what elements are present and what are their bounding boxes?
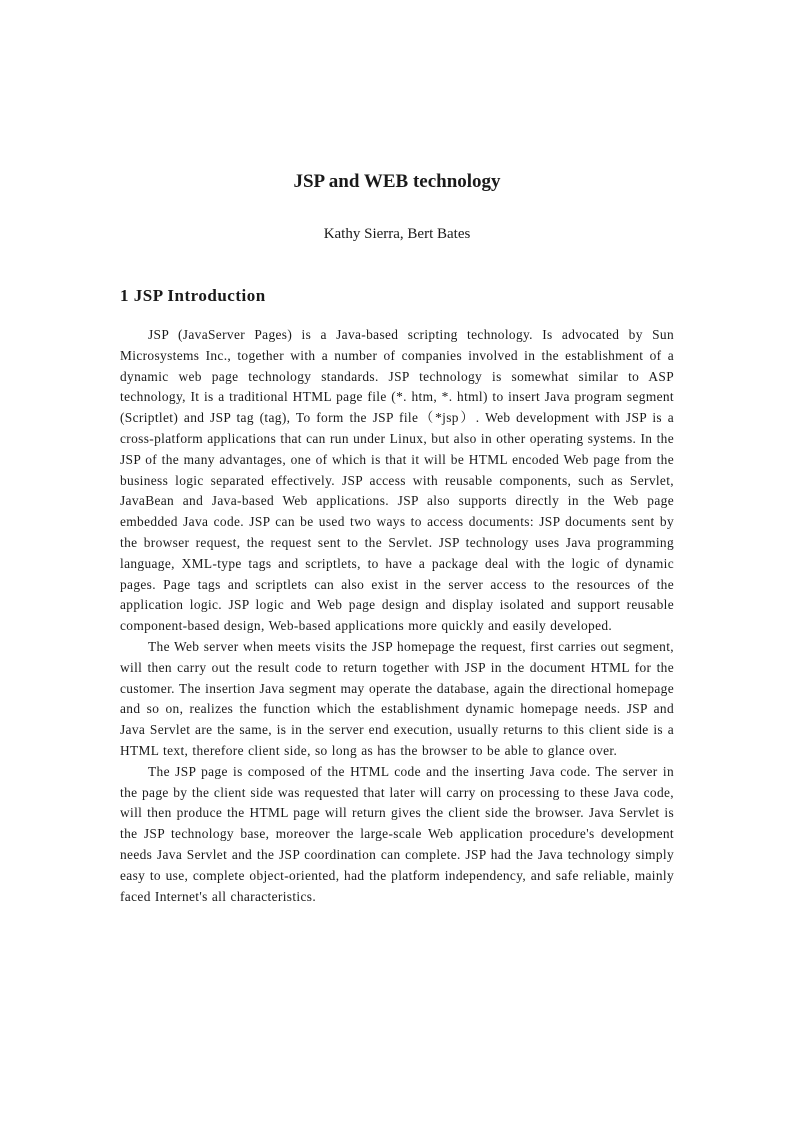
paper-authors: Kathy Sierra, Bert Bates xyxy=(323,226,471,242)
body-paragraph: The JSP page is composed of the HTML code and the inserting Java code. The server in the page by the client side was requested that later will carry on processing to these Java code, will then produce the HTML page will return gives the client side the browser. Java Servlet is the JSP technology base, moreover the large-scale Web application procedure's development needs Java Servlet and the JSP coordination can complete. JSP had the Java technology simply easy to use, complete object-oriented, had the platform independency, and safe reliable, mainly faced Internet's all characteristics. xyxy=(120,763,674,904)
section-heading: 1 JSP Introduction xyxy=(120,286,266,305)
body-paragraph: The Web server when meets visits the JSP homepage the request, first carries out segment, will then carry out the result code to return together with JSP in the document HTML for the customer. The insertion Java segment may operate the database, again the directional homepage and so on, realizes the function which the establishment dynamic homepage needs. JSP and Java Servlet are the same, is in the server end execution, usually returns to this client side is a HTML text, therefore client side, so long as has the browser to be able to glance over. xyxy=(120,638,674,758)
section-body xyxy=(120,325,674,907)
paper-title: JSP and WEB technology xyxy=(293,171,501,192)
body-paragraph: JSP (JavaServer Pages) is a Java-based scripting technology. Is advocated by Sun Microsystems Inc., together with a number of companies involved in the establishment of a dynamic web page technology standards. JSP technology is somewhat similar to ASP technology, It is a traditional HTML page file (*. htm, *. html) to insert Java program segment (Scriptlet) and JSP tag (tag), To form the JSP file（*jsp）. Web development with JSP is a cross-platform applications that can run under Linux, but also in other operating systems. In the JSP of the many advantages, one of which is that it will be HTML encoded Web page from the business logic separated effectively. JSP access with reusable components, such as Servlet, JavaBean and Java-based Web applications. JSP also supports directly in the Web page embedded Java code. JSP can be used two ways to access documents: JSP documents sent by the browser request, the request sent to the Servlet. JSP technology uses Java programming language, XML-type tags and scriptlets, to have a package deal with the logic of dynamic pages. Page tags and scriptlets can also exist in the server access to the resources of the application logic. JSP logic and Web page design and display isolated and support reusable component-based design, Web-based applications more quickly and easily developed. xyxy=(120,327,674,634)
